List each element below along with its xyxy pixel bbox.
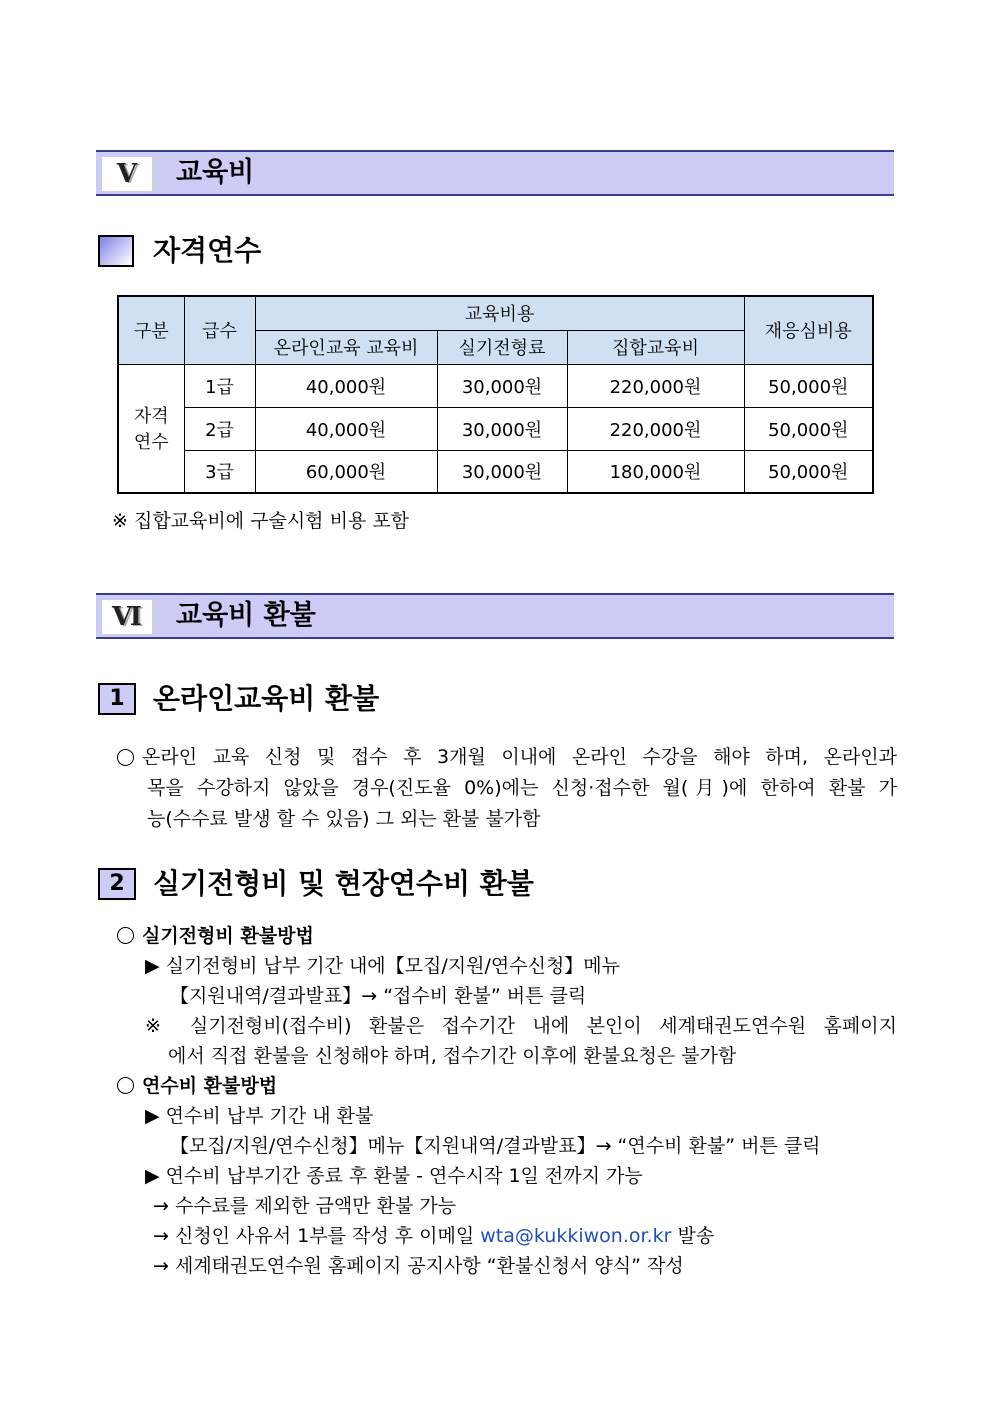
header-reexam: 재응심비용 [744,296,873,364]
method-line: ▶ 실기전형비 납부 기간 내에【모집/지원/연수신청】메뉴 [145,955,621,977]
section-5-numeral: Ⅴ [102,157,155,191]
row-group-label-line1: 자격 [133,406,169,428]
subsection-title: 온라인교육비 환불 [153,682,380,715]
cell-practical: 30,000원 [437,407,567,450]
row-group-label-line2: 연수 [133,432,169,454]
method-line: 【모집/지원/연수신청】메뉴【지원내역/결과발표】→ “연수비 환불” 버튼 클릭 [170,1135,821,1157]
cell-reexam: 50,000원 [744,450,873,493]
method-line: ▶ 연수비 납부기간 종료 후 환불 - 연수시작 1일 전까지 가능 [145,1165,643,1187]
subsection-number: 2 [98,868,136,900]
table-row [118,407,873,450]
training-refund-method [117,1071,277,1101]
cell-grade: 1급 [184,364,255,407]
paragraph-line: 목을 수강하지 않았을 경우(진도율 0%)에는 신청·접수한 월(月)에 한하여 환불 가 [147,777,897,799]
method-title: 실기전형비 환불방법 [142,925,314,947]
cell-group: 220,000원 [567,407,744,450]
method-line-text: → 신청인 사유서 1부를 작성 후 이메일 [153,1225,481,1247]
method-line: 【지원내역/결과발표】→ “접수비 환불” 버튼 클릭 [170,985,587,1007]
subsection-title: 자격연수 [153,234,262,267]
header-online: 온라인교육 교육비 [255,330,437,364]
method-title: 연수비 환불방법 [142,1075,278,1097]
cell-online: 40,000원 [255,407,437,450]
circle-bullet-icon [117,1077,134,1094]
section-5-header [96,150,894,196]
cell-grade: 3급 [184,450,255,493]
circle-bullet-icon [117,749,134,766]
cell-group: 180,000원 [567,450,744,493]
square-bullet-icon [98,235,134,267]
cell-group: 220,000원 [567,364,744,407]
table-note: ※ 집합교육비에 구술시험 비용 포함 [112,510,410,532]
fee-table [117,295,874,494]
paragraph-line: 능(수수료 발생 할 수 있음) 그 외는 환불 불가함 [147,808,541,830]
method-line: → 수수료를 제외한 금액만 환불 가능 [153,1195,457,1217]
header-group: 집합교육비 [567,330,744,364]
header-gubun: 구분 [118,296,184,364]
table-row [118,364,873,407]
section-6-numeral: Ⅵ [102,600,155,634]
circle-bullet-icon [117,927,134,944]
method-line: 에서 직접 환불을 신청해야 하며, 접수기간 이후에 환불요청은 불가함 [168,1045,737,1067]
email-link[interactable]: wta@kukkiwon.or.kr [480,1225,672,1247]
cell-practical: 30,000원 [437,450,567,493]
cell-reexam: 50,000원 [744,364,873,407]
subsection-number: 1 [98,683,136,715]
cell-grade: 2급 [184,407,255,450]
online-refund-paragraph [117,742,897,835]
header-cost: 교육비용 [255,296,744,330]
section-6-title: 교육비 환불 [176,600,316,631]
method-line: ※ 실기전형비(접수비) 환불은 접수기간 내에 본인이 세계태권도연수원 홈페이지 [145,1015,897,1037]
paragraph-line: 온라인 교육 신청 및 접수 후 3개월 이내에 온라인 수강을 해야 하며, 온라인과 [142,746,897,768]
header-practical: 실기전형료 [437,330,567,364]
row-group-label [118,364,184,493]
cell-online: 60,000원 [255,450,437,493]
practical-refund-method [117,921,314,951]
section-5-title: 교육비 [176,157,255,188]
table-row [118,450,873,493]
section-6-header [96,593,894,639]
subsection-title: 실기전형비 및 현장연수비 환불 [153,867,534,900]
method-line [153,1221,714,1251]
cell-reexam: 50,000원 [744,407,873,450]
method-line: ▶ 연수비 납부 기간 내 환불 [145,1105,374,1127]
cell-online: 40,000원 [255,364,437,407]
method-line: → 세계태권도연수원 홈페이지 공지사항 “환불신청서 양식” 작성 [153,1255,684,1277]
header-grade: 급수 [184,296,255,364]
cell-practical: 30,000원 [437,364,567,407]
method-line-text: 발송 [671,1225,715,1247]
